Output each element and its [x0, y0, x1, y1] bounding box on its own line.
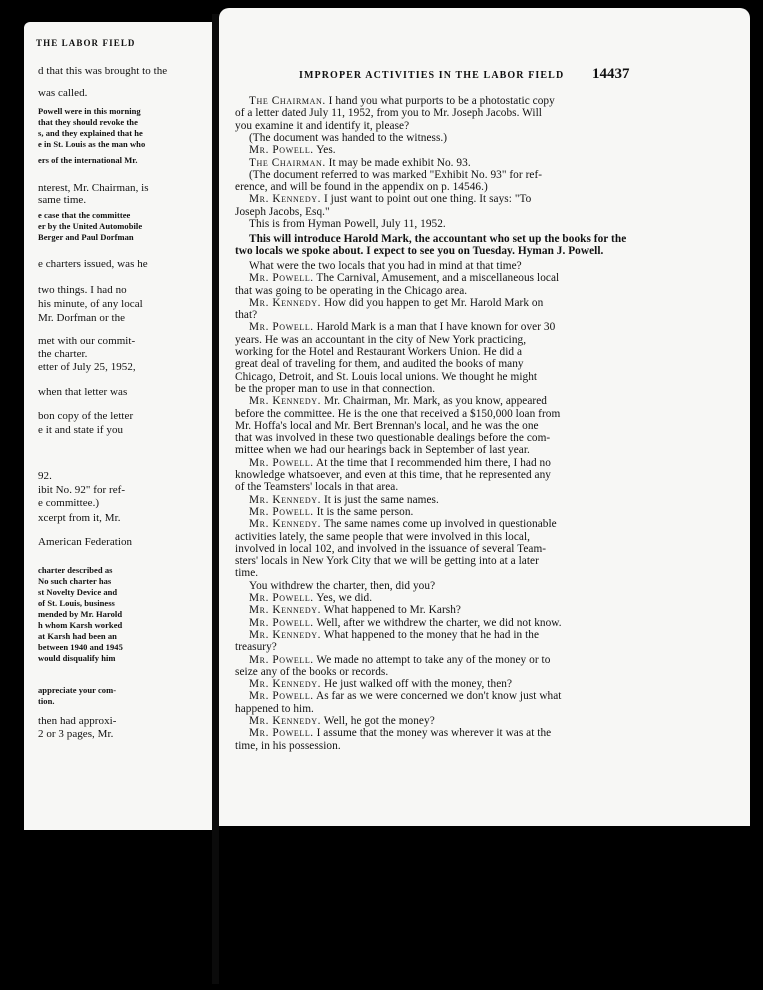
line-text: two locals we spoke about. I expect to see you on Tuesday. Hyman J. Powell.	[235, 245, 604, 258]
line-text: great deal of traveling for them, and audited the books of many	[235, 358, 524, 371]
text-line	[249, 144, 336, 156]
text-line	[249, 617, 562, 629]
text-line	[249, 629, 539, 641]
left-text-line: er by the United Automobile	[38, 221, 143, 231]
line-text: What happened to Mr. Karsh?	[321, 604, 461, 617]
left-text-line: d that this was brought to the	[38, 65, 168, 77]
text-line	[249, 518, 557, 530]
line-text: mittee when we had our hearings back in September of last year.	[235, 444, 530, 457]
text-line	[249, 715, 435, 727]
left-text-line: between 1940 and 1945	[38, 642, 123, 652]
speaker-label: The Chairman.	[249, 156, 326, 169]
line-text: At the time that I recommended him there, I had no	[313, 456, 551, 469]
line-text: activities lately, the same people that were involved in this local,	[235, 530, 531, 543]
text-line	[235, 245, 603, 257]
speaker-label: Mr. Powell.	[249, 592, 314, 604]
text-line	[249, 132, 447, 144]
text-line	[235, 120, 409, 132]
line-text: of the Teamsters' locals in that area.	[235, 481, 399, 494]
text-line	[249, 604, 461, 616]
speaker-label: Mr. Kennedy.	[249, 678, 322, 691]
speaker-label: Mr. Powell.	[249, 272, 314, 285]
text-line	[235, 181, 488, 193]
left-text-line: would disqualify him	[38, 653, 116, 663]
line-text: I just want to point out one thing. It says: "To	[321, 193, 532, 206]
speaker-label: Mr. Powell.	[249, 505, 314, 518]
left-page	[24, 22, 212, 830]
left-text-line: Powell were in this morning	[38, 106, 141, 116]
text-line	[249, 157, 471, 169]
line-text: Well, he got the money?	[321, 715, 435, 727]
line-text: What happened to the money that he had in the	[321, 628, 540, 641]
speaker-label: Mr. Kennedy.	[249, 296, 322, 309]
line-text: Chicago, Detroit, and St. Louis local unions. We thought he might	[235, 370, 538, 383]
line-text: This is from Hyman Powell, July 11, 1952.	[249, 218, 446, 230]
line-text: This will introduce Harold Mark, the accountant who set up the books for the	[249, 233, 627, 246]
left-text-line: then had approxi-	[38, 715, 117, 727]
text-line	[235, 285, 467, 297]
left-text-line: e charters issued, was he	[38, 258, 148, 270]
text-line	[249, 233, 626, 245]
text-line	[235, 543, 546, 555]
line-text: I assume that the money was wherever it was at the	[313, 727, 552, 740]
left-text-line: e case that the committee	[38, 210, 131, 220]
line-text: sters' locals in New York City that we will be getting into at a later	[235, 555, 539, 568]
left-text-line: same time.	[38, 194, 87, 206]
left-text-line: of St. Louis, business	[38, 598, 115, 608]
text-line	[249, 494, 439, 506]
line-text: time.	[235, 567, 259, 580]
line-text: It is just the same names.	[321, 493, 439, 506]
text-line	[249, 95, 555, 107]
line-text: years. He was an accountant in the city of New York practicing,	[235, 333, 527, 346]
text-line	[249, 727, 551, 739]
line-text: How did you happen to get Mr. Harold Mark on	[321, 296, 544, 309]
left-running-head: THE LABOR FIELD	[36, 38, 136, 48]
left-text-line: that they should revoke the	[38, 117, 138, 127]
speaker-label: Mr. Powell.	[249, 616, 314, 629]
text-line	[235, 531, 530, 543]
line-text: As far as we were concerned we don't know just what	[313, 690, 562, 703]
speaker-label: Mr. Powell.	[249, 727, 314, 740]
text-line	[249, 592, 372, 604]
left-text-line: No such charter has	[38, 576, 112, 586]
text-line	[235, 432, 550, 444]
line-text: Harold Mark is a man that I have known for over 30	[313, 321, 556, 334]
text-line	[249, 297, 543, 309]
line-text: you examine it and identify it, please?	[235, 119, 410, 132]
text-line	[235, 107, 542, 119]
text-line	[235, 371, 537, 383]
left-text-line: s, and they explained that he	[38, 128, 143, 138]
line-text: Yes, we did.	[313, 592, 373, 604]
line-text: working for the Hotel and Restaurant Workers Union. He did a	[235, 346, 523, 358]
text-line	[249, 506, 413, 518]
line-text: that was going to be operating in the Chicago area.	[235, 284, 468, 297]
left-text-line: e committee.)	[38, 497, 100, 509]
text-line	[249, 395, 547, 407]
left-text-line: charter described as	[38, 565, 113, 575]
speaker-label: Mr. Kennedy.	[249, 395, 322, 408]
left-text-line: bon copy of the letter	[38, 410, 134, 422]
left-text-line: e in St. Louis as the man who	[38, 139, 146, 149]
text-line	[235, 555, 539, 567]
text-line	[235, 206, 330, 218]
text-line	[235, 309, 257, 321]
left-text-line: e it and state if you	[38, 424, 124, 436]
left-text-line: ibit No. 92" for ref-	[38, 484, 126, 496]
text-line	[235, 567, 258, 579]
line-text: be the proper man to use in that connection.	[235, 382, 436, 395]
speaker-label: Mr. Kennedy.	[249, 193, 322, 206]
line-text: that?	[235, 309, 258, 322]
text-line	[235, 641, 277, 653]
speaker-label: Mr. Kennedy.	[249, 493, 322, 506]
line-text: Mr. Chairman, Mr. Mark, as you know, appeared	[321, 395, 547, 408]
text-line	[235, 334, 526, 346]
line-text: treasury?	[235, 641, 277, 654]
text-line	[249, 260, 522, 272]
line-text: Well, after we withdrew the charter, we did not know.	[313, 616, 562, 629]
left-text-line: when that letter was	[38, 386, 128, 398]
line-text: It may be made exhibit No. 93.	[325, 156, 471, 169]
line-text: The same names come up involved in questionable	[321, 518, 557, 531]
text-line	[235, 740, 341, 752]
text-line	[249, 678, 512, 690]
speaker-label: Mr. Powell.	[249, 653, 314, 666]
text-line	[235, 666, 388, 678]
text-line	[235, 420, 539, 432]
page-gutter	[212, 14, 219, 984]
text-line	[235, 358, 524, 370]
running-head: IMPROPER ACTIVITIES IN THE LABOR FIELD	[299, 70, 565, 81]
text-line	[235, 469, 551, 481]
line-text: before the committee. He is the one that received a $150,000 loan from	[235, 407, 561, 420]
speaker-label: Mr. Powell.	[249, 690, 314, 703]
line-text: Mr. Hoffa's local and Mr. Bert Brennan's local, and he was the one	[235, 419, 539, 432]
right-page	[219, 8, 750, 826]
speaker-label: The Chairman.	[249, 95, 326, 107]
page-number: 14437	[592, 66, 630, 82]
speaker-label: Mr. Kennedy.	[249, 628, 322, 641]
speaker-label: Mr. Kennedy.	[249, 604, 322, 617]
left-text-line: 2 or 3 pages, Mr.	[38, 728, 114, 740]
text-line	[235, 408, 560, 420]
left-text-line: Berger and Paul Dorfman	[38, 232, 134, 242]
line-text: (The document was handed to the witness.)	[249, 131, 448, 144]
left-text-line: Mr. Dorfman or the	[38, 312, 126, 324]
left-text-line: h whom Karsh worked	[38, 620, 123, 630]
text-line	[235, 444, 530, 456]
line-text: We made no attempt to take any of the money or to	[313, 653, 551, 666]
left-text-line: xcerpt from it, Mr.	[38, 512, 121, 524]
left-text-line: met with our commit-	[38, 335, 136, 347]
left-text-line: two things. I had no	[38, 284, 127, 296]
text-line	[249, 654, 550, 666]
text-line	[249, 321, 555, 333]
left-text-line: at Karsh had been an	[38, 631, 117, 641]
left-text-line: 92.	[38, 470, 52, 482]
left-text-line: tion.	[38, 696, 55, 706]
left-text-line: his minute, of any local	[38, 298, 143, 310]
left-text-line: appreciate your com-	[38, 685, 117, 695]
left-text-line: ers of the international Mr.	[38, 155, 138, 165]
text-line	[249, 272, 559, 284]
text-line	[235, 481, 398, 493]
line-text: happened to him.	[235, 702, 314, 715]
line-text: time, in his possession.	[235, 739, 341, 752]
speaker-label: Mr. Powell.	[249, 321, 314, 334]
left-text-line: nterest, Mr. Chairman, is	[38, 182, 149, 194]
left-text-line: mended by Mr. Harold	[38, 609, 123, 619]
speaker-label: Mr. Kennedy.	[249, 715, 322, 727]
left-text-line: was called.	[38, 87, 88, 99]
speaker-label: Mr. Powell.	[249, 144, 314, 157]
text-line	[235, 383, 435, 395]
text-line	[249, 690, 562, 702]
line-text: It is the same person.	[313, 505, 414, 518]
speaker-label: Mr. Powell.	[249, 456, 314, 469]
line-text: I hand you what purports to be a photostatic copy	[325, 95, 555, 107]
text-line	[249, 580, 435, 592]
text-line	[249, 193, 531, 205]
line-text: Yes.	[313, 144, 336, 157]
speaker-label: Mr. Kennedy.	[249, 518, 322, 531]
text-line	[235, 346, 522, 358]
text-line	[235, 703, 314, 715]
line-text: seize any of the books or records.	[235, 665, 389, 678]
text-line	[249, 169, 542, 181]
line-text: of a letter dated July 11, 1952, from you to Mr. Joseph Jacobs. Will	[235, 107, 542, 120]
line-text: Joseph Jacobs, Esq."	[235, 205, 330, 218]
left-text-line: the charter.	[38, 348, 88, 360]
text-line	[249, 457, 551, 469]
line-text: (The document referred to was marked "Exhibit No. 93" for ref-	[249, 168, 543, 181]
line-text: knowledge whatsoever, and even at this time, that he represented any	[235, 469, 552, 481]
left-text-line: st Novelty Device and	[38, 587, 118, 597]
line-text: You withdrew the charter, then, did you?	[249, 579, 436, 592]
line-text: erence, and will be found in the appendix on p. 14546.)	[235, 181, 488, 194]
left-text-line: American Federation	[38, 536, 133, 548]
text-line	[249, 218, 446, 230]
left-text-line: etter of July 25, 1952,	[38, 361, 136, 373]
line-text: that was involved in these two questionable dealings before the com-	[235, 432, 551, 445]
line-text: involved in local 102, and involved in the issuance of several Team-	[235, 542, 547, 555]
line-text: The Carnival, Amusement, and a miscellaneous local	[313, 272, 560, 285]
line-text: He just walked off with the money, then?	[321, 678, 513, 691]
line-text: What were the two locals that you had in mind at that time?	[249, 259, 522, 272]
